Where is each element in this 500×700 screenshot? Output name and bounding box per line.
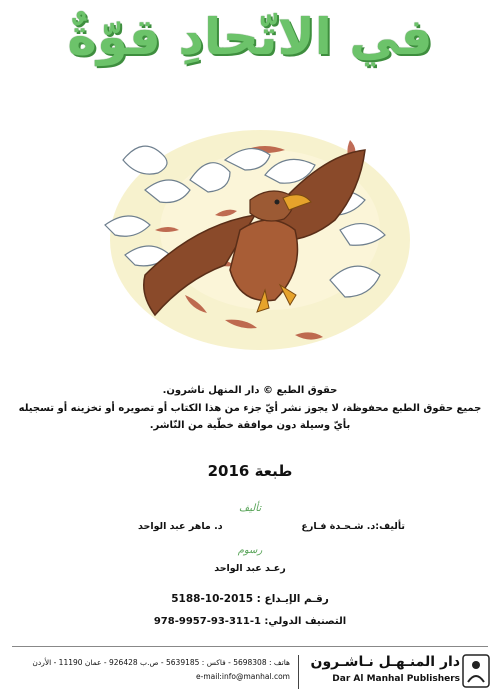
publisher-name-arabic: دار المنـهـل نـاشـرون [310, 654, 460, 670]
illustration-label: رسوم [237, 545, 263, 556]
deposit-number: رقـم الإيـداع : 2015-10-5188 [171, 593, 329, 605]
email-link[interactable]: e-mail:info@manhal.com [196, 672, 290, 681]
footer-divider [12, 646, 488, 647]
author-2: د. ماهر عبد الواحد [138, 521, 223, 532]
copyright-line-3: بأيّ وسيلة دون موافقة خطّية من النّاشر. [149, 420, 351, 431]
copyright-line-1: حقوق الطبع © دار المنهل ناشرون. [162, 385, 338, 396]
author-label: تأليف [238, 503, 262, 514]
copyright-line-2: جميع حقوق الطبع محفوظة، لا يجوز نشر أيّ جزء من هذا الكتاب أو تصويره أو تخزينه أو تسجيله [18, 403, 482, 414]
publisher-name-english: Dar Al Manhal Publishers [332, 674, 460, 684]
cover-illustration [95, 120, 415, 365]
illustrator-name: رعـد عبد الواحد [214, 563, 286, 574]
author-1: تأليف:د. شـحـدة فـارع [301, 521, 405, 532]
book-title: في الاتّحادِ قوّةٌ [67, 8, 433, 66]
eagle-and-doves-illustration [95, 120, 415, 365]
publisher-logo-icon [462, 654, 490, 688]
footer-vertical-divider [298, 655, 299, 689]
contact-info: هاتف : 5698308 - فاكس : 5639185 - ص.ب 926428 - عمان 11190 - الأردن [32, 658, 290, 667]
isbn-number: التصنيف الدولي: 1-311-93-9957-978 [153, 616, 347, 627]
edition-year: طبعة 2016 [207, 462, 293, 480]
